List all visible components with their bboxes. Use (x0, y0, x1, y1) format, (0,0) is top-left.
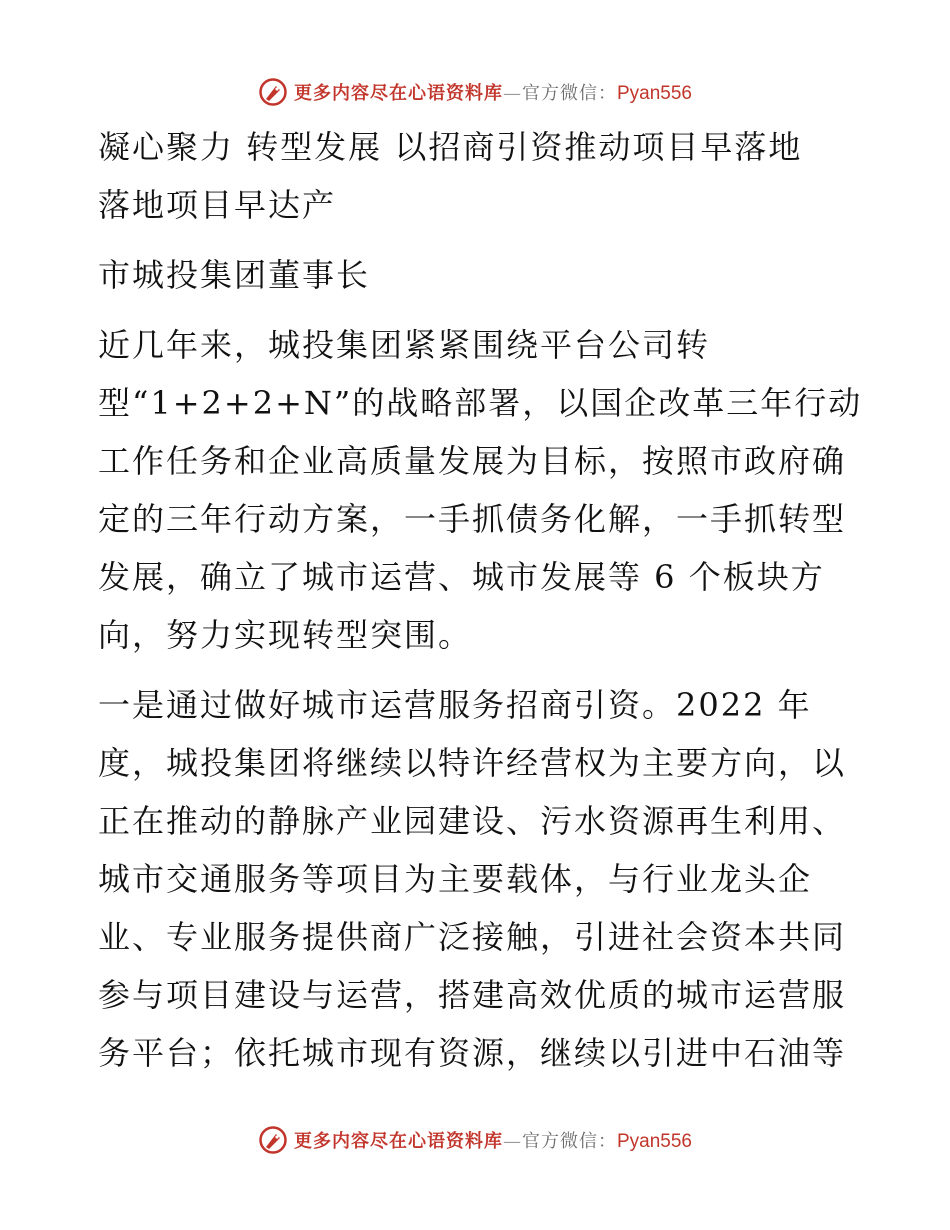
paragraph-line: 发展，确立了城市运营、城市发展等 6 个板块方 (98, 558, 825, 596)
pen-nib-circle-icon (258, 77, 288, 107)
watermark-separator: — (502, 83, 522, 104)
footer-watermark (0, 1120, 950, 1160)
paragraph-line: 定的三年行动方案，一手抓债务化解，一手抓转型 (98, 500, 847, 538)
paragraph-line: 工作任务和企业高质量发展为目标，按照市政府确 (98, 442, 847, 480)
paragraph-line: 度，城投集团将继续以特许经营权为主要方向，以 (98, 744, 847, 782)
paragraph-line: 一是通过做好城市运营服务招商引资。2022 年 (98, 686, 812, 724)
pen-nib-circle-icon (258, 1125, 288, 1155)
paragraph-line: 务平台；依托城市现有资源，继续以引进中石油等 (98, 1034, 847, 1072)
paragraph-line: 正在推动的静脉产业园建设、污水资源再生利用、 (98, 802, 847, 840)
watermark-wechat-id: Pyan556 (616, 1131, 692, 1152)
paragraph-line: 城市交通服务等项目为主要载体，与行业龙头企 (98, 860, 813, 898)
title-line-1: 凝心聚力 转型发展 以招商引资推动项目早落地 (98, 128, 803, 166)
paragraph-line: 业、专业服务提供商广泛接触，引进社会资本共同 (98, 918, 847, 956)
paragraph-line: 型“1+2+2+N”的战略部署，以国企改革三年行动 (98, 384, 863, 422)
title-line-2: 落地项目早达产 (98, 186, 337, 224)
paragraph-line: 参与项目建设与运营，搭建高效优质的城市运营服 (98, 976, 847, 1014)
watermark-wechat-label: 官方微信： (521, 83, 617, 104)
paragraph-line: 近几年来，城投集团紧紧围绕平台公司转 (98, 326, 711, 364)
paragraph-line: 向，努力实现转型突围。 (98, 616, 473, 654)
watermark-text (294, 1127, 692, 1153)
author-line: 市城投集团董事长 (98, 256, 371, 294)
watermark-text (294, 79, 692, 105)
watermark-wechat-id: Pyan556 (616, 83, 692, 104)
paragraph-1 (98, 316, 863, 664)
watermark-wechat-label: 官方微信： (521, 1131, 617, 1152)
paragraph-2 (98, 676, 858, 1082)
document-body (98, 118, 863, 1082)
watermark-brand: 更多内容尽在心语资料库 (293, 83, 503, 104)
header-watermark (0, 72, 950, 112)
watermark-brand: 更多内容尽在心语资料库 (293, 1131, 503, 1152)
watermark-separator: — (502, 1131, 522, 1152)
